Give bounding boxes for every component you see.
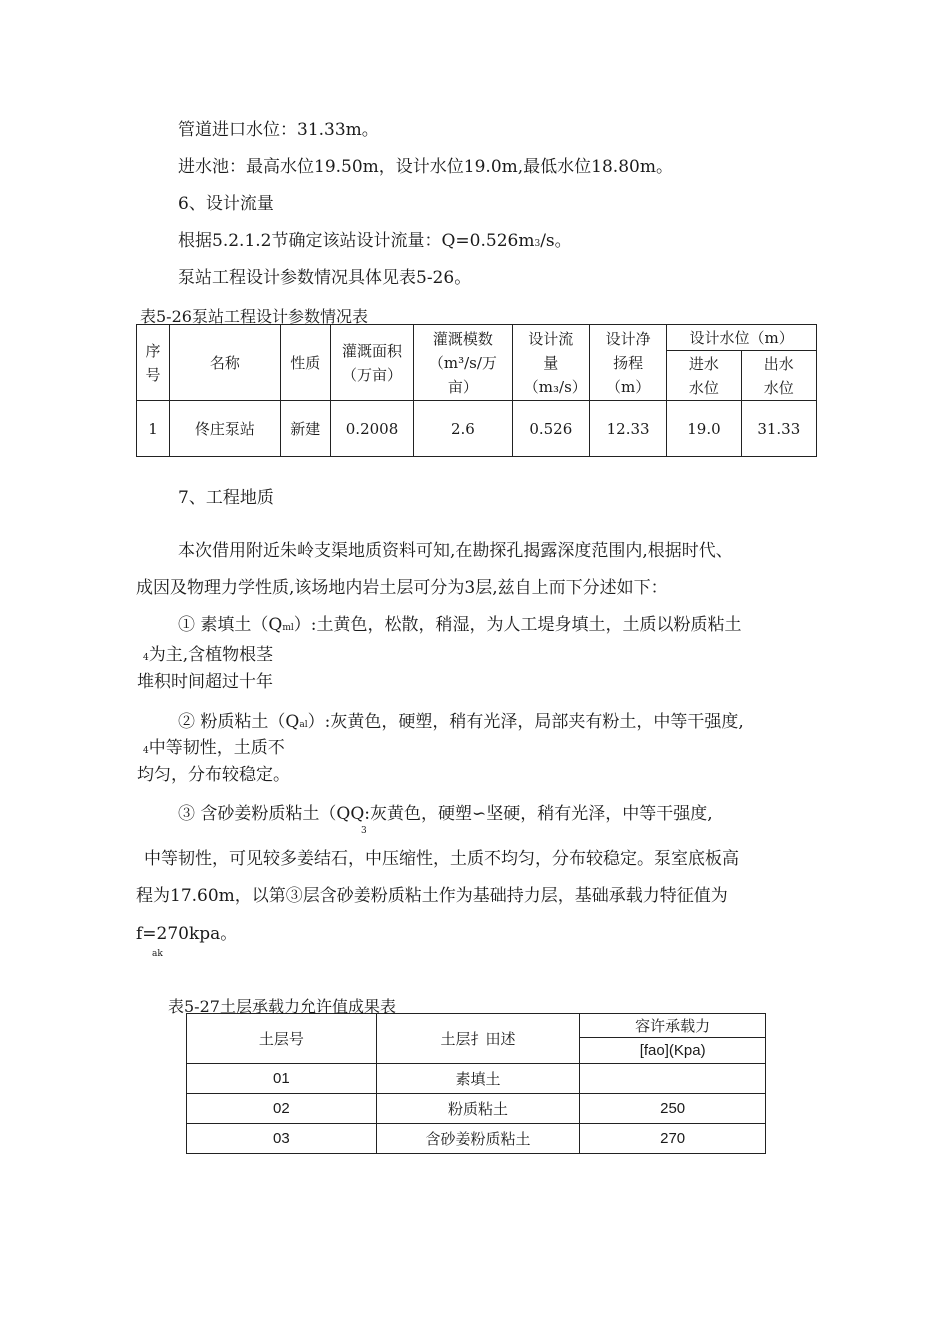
soil-bearing-capacity-table — [186, 1013, 766, 1154]
layer1-line2-text: 为主,含植物根茎 — [148, 645, 274, 665]
layer1-subscript: ml — [282, 623, 294, 633]
cell-desc: 粉质粘土 — [376, 1094, 580, 1124]
header-unit: [fao](Kpa) — [580, 1038, 766, 1064]
design-flow-subscript: 3 — [534, 239, 541, 249]
layer2-text-end: ）:灰黄色，硬塑，稍有光泽，局部夹有粉土，中等干强度, — [307, 712, 744, 732]
layer1-text-end: ）:土黄色，松散，稍湿，为人工堤身填土，土质以粉质粘土 — [293, 615, 742, 635]
cell-seq: 1 — [137, 401, 170, 457]
table-row — [187, 1064, 766, 1094]
cell-layer: 03 — [187, 1124, 377, 1154]
layer2-text: ② 粉质粘土（Q — [178, 712, 300, 732]
layer3-line-3: 程为17.60m，以第③层含砂姜粉质粘土作为基础持力层，基础承载力特征值为 — [136, 886, 728, 906]
layer1-line-2 — [143, 645, 273, 668]
layer1-line2-subscript: 4 — [143, 653, 149, 663]
inlet-water-level-line: 管道进口水位：31.33m。 — [178, 120, 379, 140]
cell-value: 270 — [580, 1124, 766, 1154]
header-nature: 性质 — [280, 325, 330, 401]
design-flow-end: /s。 — [540, 231, 572, 251]
layer2-line2-text: 中等韧性，土质不 — [148, 738, 285, 758]
table-row — [187, 1094, 766, 1124]
cell-nature: 新建 — [280, 401, 330, 457]
layer2-line-2 — [143, 738, 285, 761]
header-flow: 设计流量（m₃/s） — [512, 325, 589, 401]
layer3-line-1: ③ 含砂姜粉质粘土（QQ:灰黄色，硬塑∽坚硬，稍有光泽，中等干强度, — [178, 804, 713, 824]
cell-desc: 素填土 — [376, 1064, 580, 1094]
design-flow-line — [178, 231, 572, 254]
layer1-line-1 — [178, 615, 742, 638]
table-reference-line: 泵站工程设计参数情况具体见表5-26。 — [178, 268, 472, 288]
header-name: 名称 — [170, 325, 280, 401]
cell-name: 佟庄泵站 — [170, 401, 280, 457]
layer1-line-3: 堆积时间超过十年 — [137, 672, 273, 692]
geology-heading: 7、工程地质 — [178, 488, 274, 508]
header-area: 灌溉面积（万亩） — [330, 325, 413, 401]
header-level-out: 出水水位 — [741, 351, 816, 401]
layer2-line-1 — [178, 712, 744, 735]
geology-intro-1: 本次借用附近朱岭支渠地质资料可知,在勘探孔揭露深度范围内,根据时代、 — [178, 541, 733, 561]
cell-modulus: 2.6 — [414, 401, 512, 457]
cell-level-in: 19.0 — [667, 401, 741, 457]
cell-area: 0.2008 — [330, 401, 413, 457]
layer2-line2-subscript: 4 — [143, 746, 149, 756]
geology-intro-2: 成因及物理力学性质,该场地内岩土层可分为3层,兹自上而下分述如下： — [136, 578, 668, 598]
layer3-subscript: 3 — [361, 826, 367, 836]
design-flow-heading: 6、设计流量 — [178, 194, 274, 214]
cell-value — [580, 1064, 766, 1094]
header-modulus: 灌溉模数（m³/s/万亩） — [414, 325, 512, 401]
layer3-line-2: 中等韧性，可见较多姜结石，中压缩性，土质不均匀，分布较稳定。泵室底板高 — [144, 849, 739, 869]
cell-flow: 0.526 — [512, 401, 589, 457]
header-lift: 设计净扬程（m） — [589, 325, 666, 401]
layer2-subscript: al — [299, 720, 308, 730]
table1-caption: 表5-26泵站工程设计参数情况表 — [140, 307, 368, 326]
cell-value: 250 — [580, 1094, 766, 1124]
header-capacity: 容许承载力 — [580, 1014, 766, 1038]
bearing-capacity-line: f=270kpa。 — [136, 924, 238, 944]
bearing-capacity-subscript: ak — [152, 949, 163, 959]
layer2-line-3: 均匀，分布较稳定。 — [137, 765, 290, 785]
header-layer: 土层号 — [187, 1014, 377, 1064]
pump-station-parameters-table — [136, 324, 817, 457]
header-level: 设计水位（m） — [667, 325, 817, 351]
table2-caption: 表5-27土层承载力允许值成果表 — [168, 997, 396, 1016]
cell-layer: 01 — [187, 1064, 377, 1094]
design-flow-text: 根据5.2.1.2节确定该站设计流量：Q=0.526m — [178, 231, 535, 251]
cell-desc: 含砂姜粉质粘土 — [376, 1124, 580, 1154]
header-level-in: 进水水位 — [667, 351, 741, 401]
cell-level-out: 31.33 — [741, 401, 816, 457]
intake-pool-levels-line: 进水池：最高水位19.50m，设计水位19.0m,最低水位18.80m。 — [178, 157, 673, 177]
table-row — [187, 1124, 766, 1154]
cell-layer: 02 — [187, 1094, 377, 1124]
header-seq: 序号 — [137, 325, 170, 401]
layer1-text: ① 素填土（Q — [178, 615, 283, 635]
cell-lift: 12.33 — [589, 401, 666, 457]
table-row — [137, 401, 817, 457]
header-desc: 土层扌田述 — [376, 1014, 580, 1064]
